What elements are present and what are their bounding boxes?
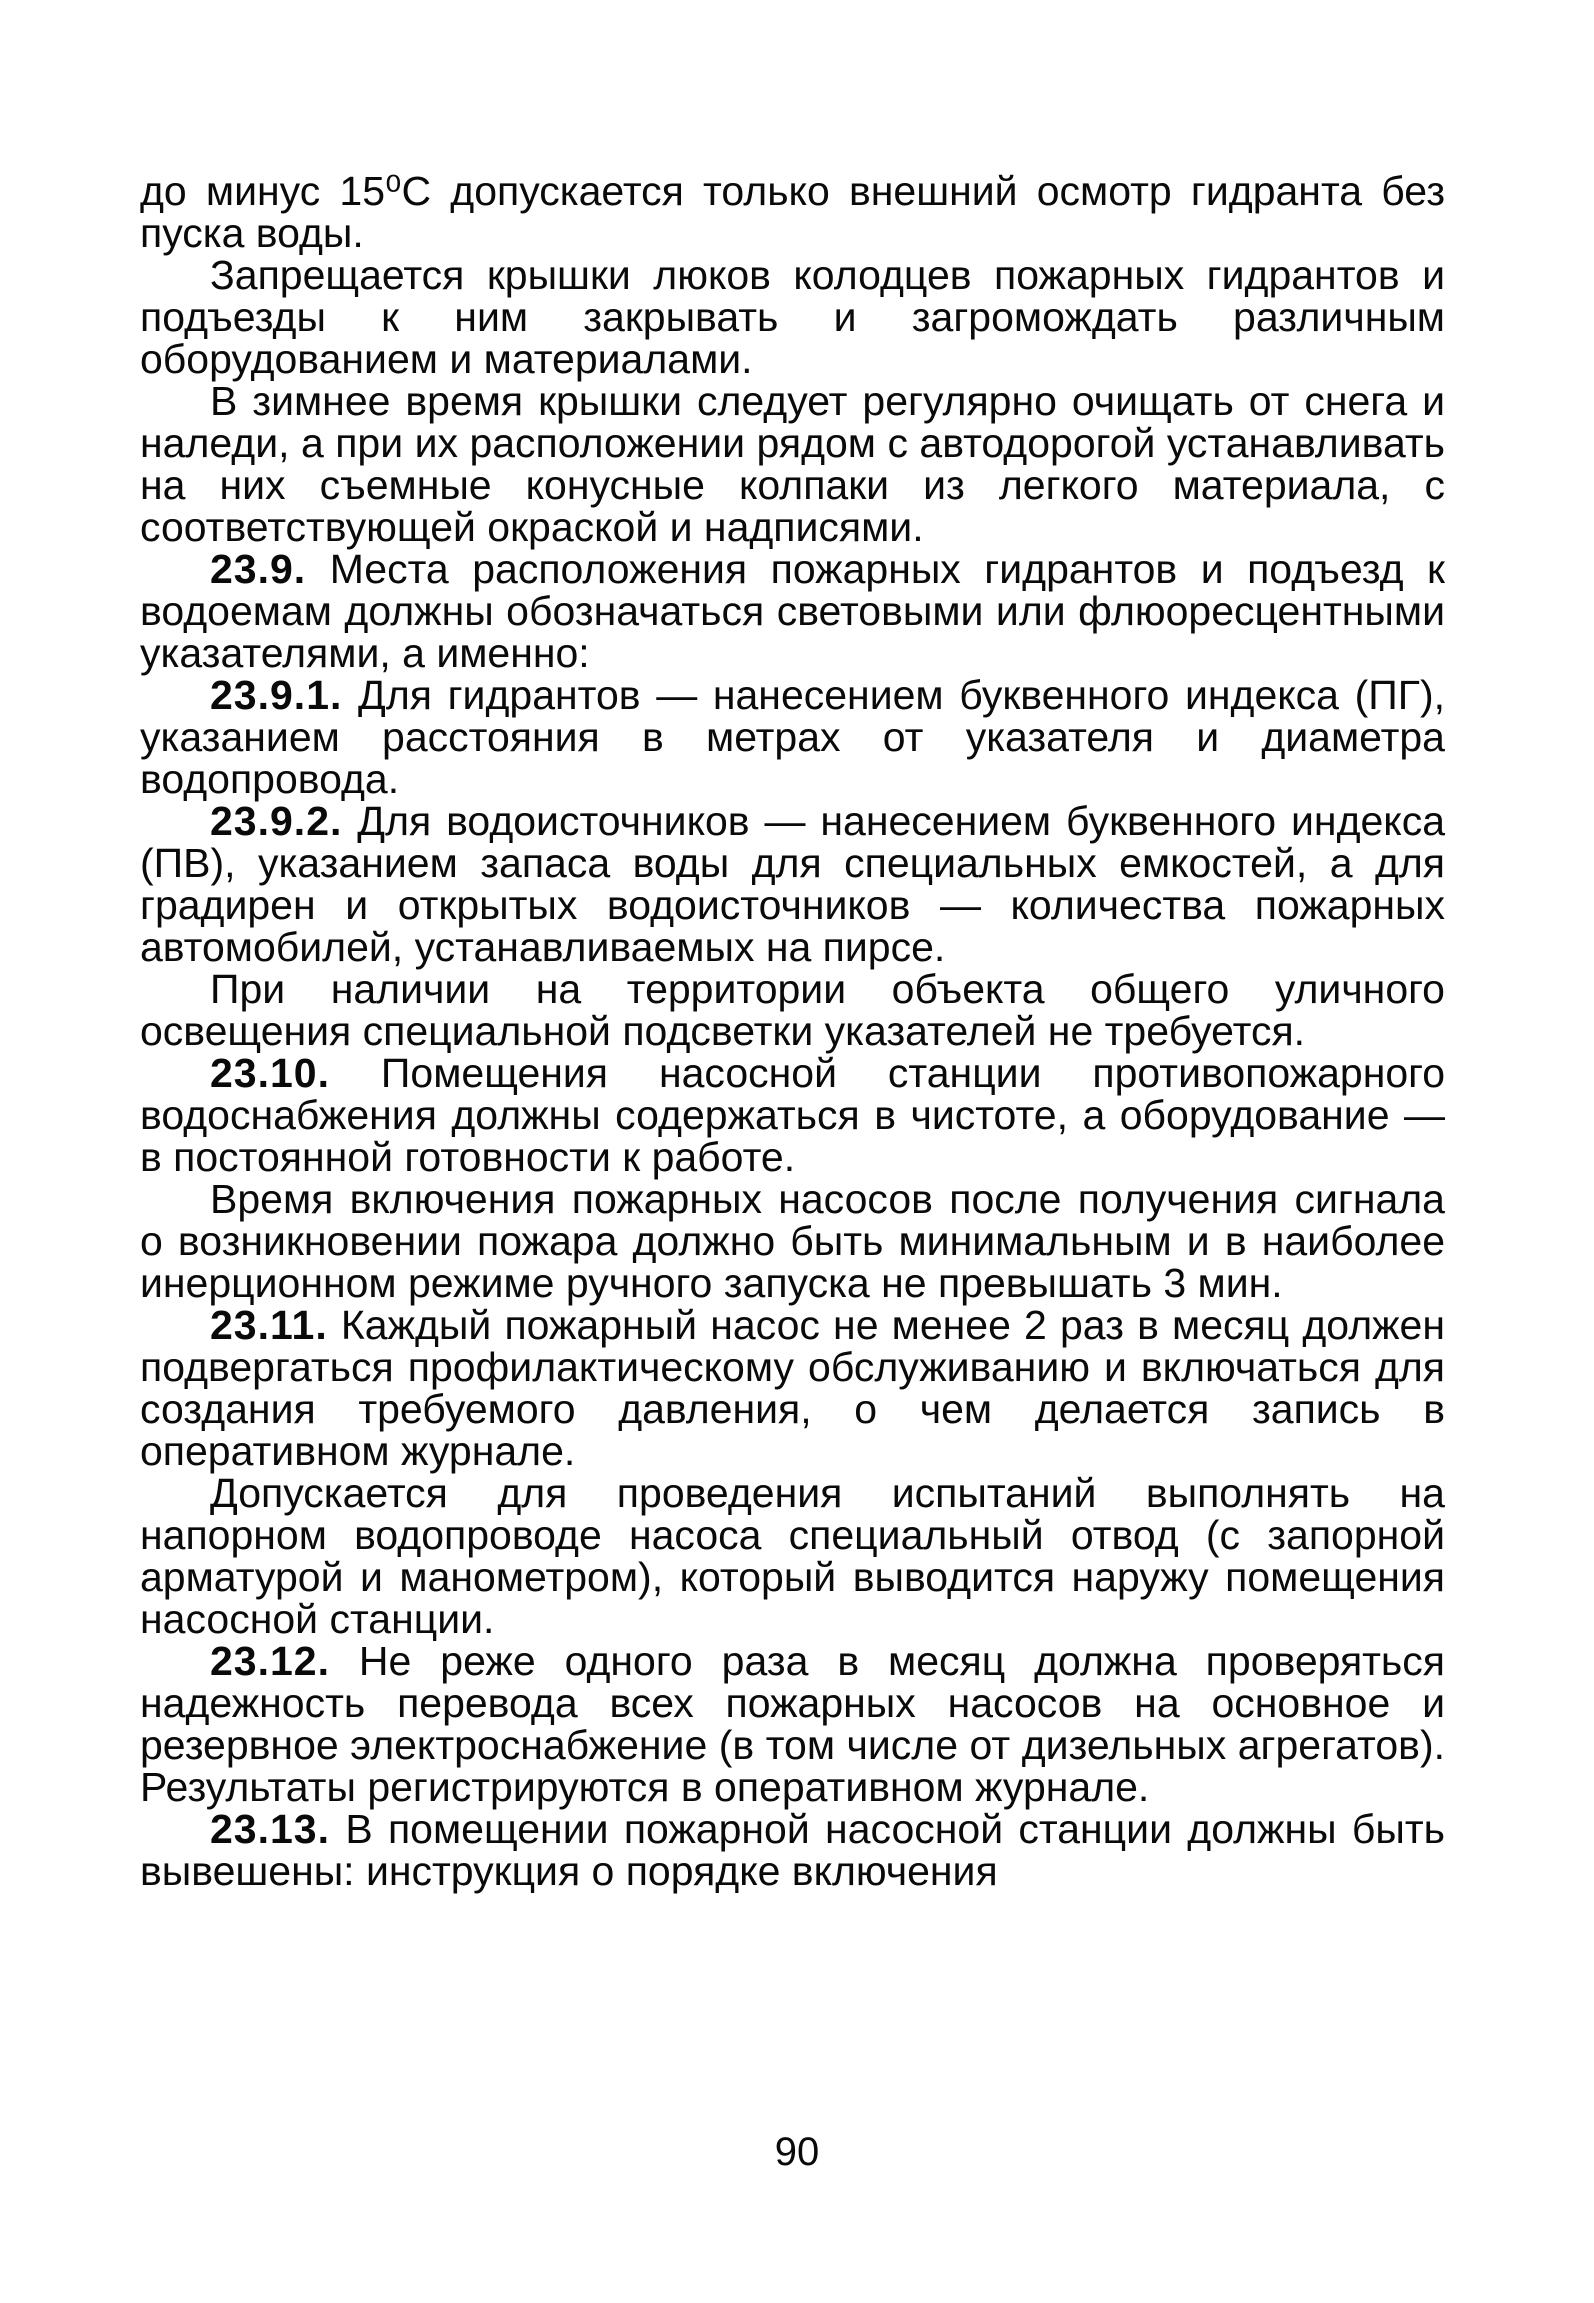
paragraph [140,380,1445,548]
paragraph-text: Для гидрантов — нанесением буквенного индекса (ПГ), указанием расстояния в метрах от указателя и диаметра водопровода. [140,672,1445,802]
clause-number: 23.12. [210,1638,330,1684]
paragraph [140,1178,1445,1304]
clause-23-12 [140,1640,1445,1808]
paragraph-text: В зимнее время крышки следует регулярно очищать от снега и наледи, а при их расположении рядом с автодорогой устанавливать на них съемные конусные колпаки из легкого материала, с соответствующей окраской и надписями. [140,378,1445,550]
paragraph-text: до минус 15⁰С допускается только внешний осмотр гидранта без пуска воды. [140,168,1445,256]
clause-number: 23.11. [210,1302,328,1348]
clause-23-9-1 [140,674,1445,800]
clause-number: 23.10. [210,1050,330,1096]
paragraph-continuation [140,170,1445,254]
body-text [140,170,1445,1892]
paragraph [140,1472,1445,1640]
paragraph-text: В помещении пожарной насосной станции должны быть вывешены: инструкция о порядке включения [140,1806,1445,1894]
paragraph-text: Допускается для проведения испытаний выполнять на напорном водопроводе насоса специальный отвод (с запорной арматурой и манометром), который выводится наружу помещения насосной станции. [140,1470,1445,1642]
clause-23-13 [140,1808,1445,1892]
paragraph-text: Для водоисточников — нанесением буквенного индекса (ПВ), указанием запаса воды для специальных емкостей, а для градирен и открытых водоисточников — количества пожарных автомобилей, устанавливаемых на пирсе. [140,798,1445,970]
paragraph-text: Каждый пожарный насос не менее 2 раз в месяц должен подвергаться профилактическому обслуживанию и включаться для создания требуемого давления, о чем делается запись в оперативном журнале. [140,1302,1445,1474]
clause-23-9-2 [140,800,1445,968]
clause-number: 23.9.2. [210,798,343,844]
clause-23-11 [140,1304,1445,1472]
clause-number: 23.13. [210,1806,330,1852]
clause-23-9 [140,548,1445,674]
page-number: 90 [774,2130,820,2174]
clause-23-10 [140,1052,1445,1178]
paragraph-text: При наличии на территории объекта общего уличного освещения специальной подсветки указателей не требуется. [140,966,1445,1054]
paragraph-text: Запрещается крышки люков колодцев пожарных гидрантов и подъезды к ним закрывать и загромождать различным оборудованием и материалами. [140,252,1445,382]
paragraph-text: Помещения насосной станции противопожарного водоснабжения должны содержаться в чистоте, а оборудование — в постоянной готовности к работе. [140,1050,1445,1180]
paragraph-text: Места расположения пожарных гидрантов и подъезд к водоемам должны обозначаться световыми или флюоресцентными указателями, а именно: [140,546,1445,676]
clause-number: 23.9.1. [210,672,343,718]
paragraph [140,968,1445,1052]
clause-number: 23.9. [210,546,307,592]
paragraph-text: Не реже одного раза в месяц должна проверяться надежность перевода всех пожарных насосов на основное и резервное электроснабжение (в том числе от дизельных агрегатов). Результаты регистрируются в оперативном журнале. [140,1638,1445,1810]
paragraph-text: Время включения пожарных насосов после получения сигнала о возникновении пожара должно быть минимальным и в наиболее инерционном режиме ручного запуска не превышать 3 мин. [140,1176,1445,1306]
paragraph [140,254,1445,380]
